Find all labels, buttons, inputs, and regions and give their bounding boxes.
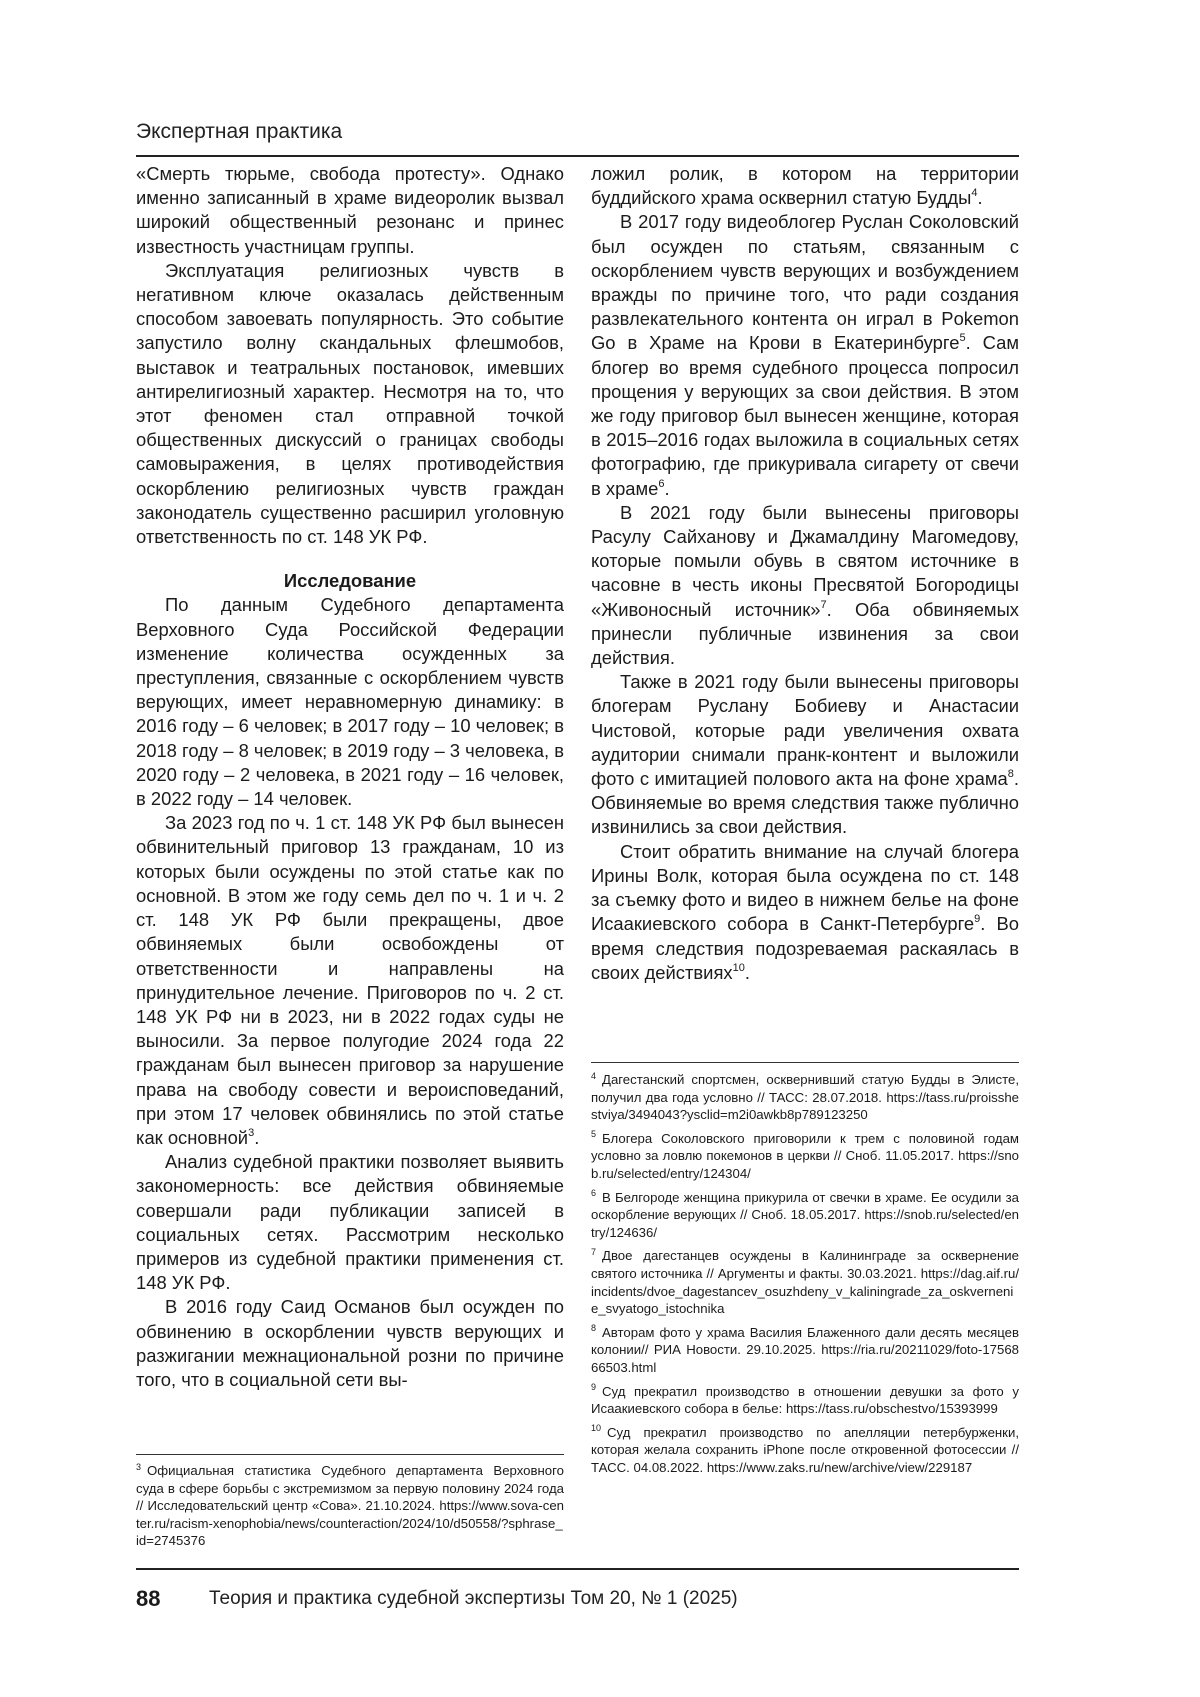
footnote	[591, 1383, 1019, 1418]
footnote-number: 8	[591, 1323, 597, 1334]
paragraph: По данным Судебного департамента Верховного Суда Российской Федерации изменение количества осужденных за преступления, связанные с оскорблением чувств верующих, имеет неравномерную динамику: в 2016 году – 6 человек; в 2017 году – 10 человек; в 2018 году – 8 человек; в 2019 году – 3 человека, в 2020 году – 2 человека, в 2021 году – 16 человек, в 2022 году – 14 человек.	[136, 594, 564, 810]
paragraph-end: . Оба обвиняемых принесли публичные извинения за свои действия.	[591, 598, 1019, 669]
footnote-number: 3	[136, 1461, 142, 1472]
paragraph: Анализ судебной практики позволяет выявить закономерность: все действия обвиняемые совершали ради публикации записей в социальных сетях. Рассмотрим несколько примеров из судебной практики применения ст. 148 УК РФ.	[136, 1151, 564, 1294]
paragraph-text: ложил ролик, в котором на территории буддийского храма осквернил статую Будды	[591, 163, 1019, 209]
paragraph-text: В 2017 году видеоблогер Руслан Соколовский был осужден по статьям, связанным с оскорблением чувств верующих и возбуждением вражды по причине того, что ради создания развлекательного контента он играл в Pokemon Go в Храме на Крови в Екатеринбурге	[591, 211, 1019, 354]
paragraph	[591, 840, 1019, 985]
footnote-link[interactable]: https://snob.ru/selected/entry/124636/	[591, 1207, 1019, 1240]
footnote	[591, 1424, 1019, 1477]
bottom-rule	[136, 1568, 1019, 1570]
paragraph-text: Также в 2021 году были вынесены приговоры блогерам Руслану Бобиеву и Анастасии Чистовой, которые ради увеличения охвата аудитории снимали пранк-контент и выложили фото с имитацией полового акта на фоне храма	[591, 671, 1019, 790]
paragraph-text: . Сам блогер во время судебного процесса попросил прощения у верующих за свои действия. В этом же году приговор был вынесен женщине, которая в 2015–2016 годах выложила в социальных сетях фотографию, где прикуривала сигарету от свечи в храме	[591, 332, 1019, 499]
footnote-number: 9	[591, 1382, 597, 1393]
footnote-ref[interactable]: 7	[820, 598, 827, 611]
footnote-link[interactable]: https://www.sova-center.ru/racism-xenophobia/news/counteraction/2024/10/d50558/?sphrase_id=2745376	[136, 1498, 564, 1549]
top-rule	[136, 155, 1019, 157]
footnote-link[interactable]: https://snob.ru/selected/entry/124304/	[591, 1148, 1019, 1181]
footnote	[591, 1071, 1019, 1124]
footnote-text: Двое дагестанцев осуждены в Калининграде за осквернение святого источника // Аргументы и факты. 30.03.2021.	[591, 1248, 1019, 1281]
footnote-text: Авторам фото у храма Василия Блаженного дали десять месяцев колонии// РИА Новости. 29.10.2025.	[591, 1324, 1019, 1358]
footnote-link[interactable]: https://ria.ru/20211029/foto-1756866503.html	[591, 1342, 1019, 1375]
paragraph: В 2016 году Саид Османов был осужден по обвинению в оскорблении чувств верующих и разжигании межнациональной розни по причине того, что в социальной сети вы-	[136, 1296, 564, 1390]
page-number: 88	[136, 1586, 161, 1611]
footnote-text: Дагестанский спортсмен, осквернивший статую Будды в Элисте, получил два года условно // ТАСС: 28.07.2018.	[591, 1072, 1019, 1105]
paragraph: Эксплуатация религиозных чувств в негативном ключе оказалась действенным способом завоевать популярность. Это событие запустило волну скандальных флешмобов, выставок и театральных постановок, имевших антирелигиозный характер. Несмотря на то, что этот феномен стал отправной точкой общественных дискуссий о границах свободы самовыражения, в целях противодействия оскорблению религиозных чувств граждан законодатель существенно расширил уголовную ответственность по ст. 148 УК РФ.	[136, 259, 564, 548]
paragraph	[591, 670, 1019, 839]
footnote-number: 10	[591, 1423, 602, 1434]
paragraph-end: .	[744, 961, 750, 983]
left-column	[136, 162, 564, 1392]
footnote-number: 5	[591, 1129, 597, 1140]
footnote	[591, 1324, 1019, 1377]
footnote-ref[interactable]: 8	[1007, 767, 1014, 780]
footnote-ref[interactable]: 5	[959, 332, 966, 345]
paragraph-text: Стоит обратить внимание на случай блогера Ирины Волк, которая была осуждена по ст. 148 за съемку фото и видео в нижнем белье на фоне Исаакиевского собора в Санкт-Петербурге	[591, 840, 1019, 935]
footnote-number: 4	[591, 1070, 597, 1081]
footnote-link[interactable]: https://www.zaks.ru/new/archive/view/229187	[706, 1459, 973, 1475]
footnotes-right	[591, 1071, 1019, 1482]
paragraph-end: .	[254, 1126, 260, 1148]
paragraph-end: . Обвиняемые во время следствия также публично извинились за свои действия.	[591, 768, 1019, 838]
footnote-link[interactable]: https://dag.aif.ru/incidents/dvoe_dagestancev_osuzhdeny_v_kaliningrade_za_oskvernenie_svyatogo_istochnika	[591, 1265, 1019, 1317]
footnote-text: Суд прекратил производство по апелляции петербурженки, которая желала сохранить iPhone после откровенной фотосессии // ТАСС. 04.08.2022.	[591, 1424, 1019, 1475]
footnote-ref[interactable]: 6	[658, 477, 665, 490]
right-column	[591, 162, 1019, 985]
footnote	[136, 1462, 564, 1550]
paragraph	[136, 811, 564, 1150]
paragraph-text: За 2023 год по ч. 1 ст. 148 УК РФ был вынесен обвинительный приговор 13 гражданам, 10 из которых были осуждены по этой статье как по основной. В этом же году семь дел по ч. 1 и ч. 2 ст. 148 УК РФ были прекращены, двое обвиняемых были освобождены от ответственности и направлены на принудительное лечение. Приговоров по ч. 2 ст. 148 УК РФ ни в 2023, ни в 2022 годах суды не выносили. За первое полугодие 2024 года 22 гражданам был вынесен приговор за нарушение права на свободу совести и вероисповеданий, при этом 17 человек обвинялись по этой статье как основной	[136, 812, 564, 1148]
footnote-rule	[136, 1454, 564, 1455]
paragraph-text: В 2021 году были вынесены приговоры Расулу Сайханову и Джамалдину Магомедову, которые помыли обувь в святом источнике в часовне в честь иконы Пресвятой Богородицы «Живоносный источник»	[591, 501, 1019, 620]
footnote-number: 6	[591, 1188, 597, 1199]
footnote-ref[interactable]: 9	[974, 913, 981, 926]
paragraph-end: .	[977, 187, 983, 209]
paragraph-end: .	[664, 477, 670, 499]
footnote-text: В Белгороде женщина прикурила от свечки в храме. Ее осудили за оскорбление верующих // Сноб. 18.05.2017.	[591, 1189, 1019, 1223]
footnote-ref[interactable]: 10	[732, 961, 745, 974]
footnote	[591, 1130, 1019, 1183]
footnote-link[interactable]: https://tass.ru/proisshestviya/3494043?ysclid=m2i0awkb8p789123250	[591, 1089, 1019, 1123]
footnote	[591, 1247, 1019, 1317]
footnote-text: Блогера Соколовского приговорили к трем с половиной годам условно за ловлю покемонов в церкви // Сноб. 11.05.2017.	[591, 1130, 1019, 1164]
footnote-link[interactable]: https://tass.ru/obschestvo/15393999	[785, 1401, 998, 1417]
paragraph	[591, 210, 1019, 500]
section-heading: Исследование	[283, 570, 417, 592]
running-head: Экспертная практика	[136, 120, 343, 143]
footnote-text: Суд прекратил производство в отношении девушки за фото у Исаакиевского собора в белье:	[591, 1383, 1019, 1417]
paragraph: «Смерть тюрьме, свобода протесту». Однако именно записанный в храме видеоролик вызвал широкий общественный резонанс и принес известность участницам группы.	[136, 163, 564, 257]
paragraph	[591, 501, 1019, 670]
paragraph	[591, 162, 1019, 210]
footnote-rule	[591, 1062, 1019, 1063]
footnote-text: Официальная статистика Судебного департамента Верховного суда в сфере борьбы с экстремизмом за первую половину 2024 года // Исследовательский центр «Сова». 21.10.2024.	[136, 1463, 564, 1514]
footnote	[591, 1189, 1019, 1242]
footnotes-left	[136, 1462, 564, 1556]
footnote-ref[interactable]: 4	[971, 187, 978, 200]
footnote-ref[interactable]: 3	[248, 1126, 255, 1139]
paragraph-text: . Во время следствия подозреваемая раскаялась в своих действиях	[591, 913, 1019, 983]
footnote-number: 7	[591, 1246, 597, 1257]
journal-title: Теория и практика судебной экспертизы Том 20, № 1 (2025)	[209, 1588, 738, 1609]
